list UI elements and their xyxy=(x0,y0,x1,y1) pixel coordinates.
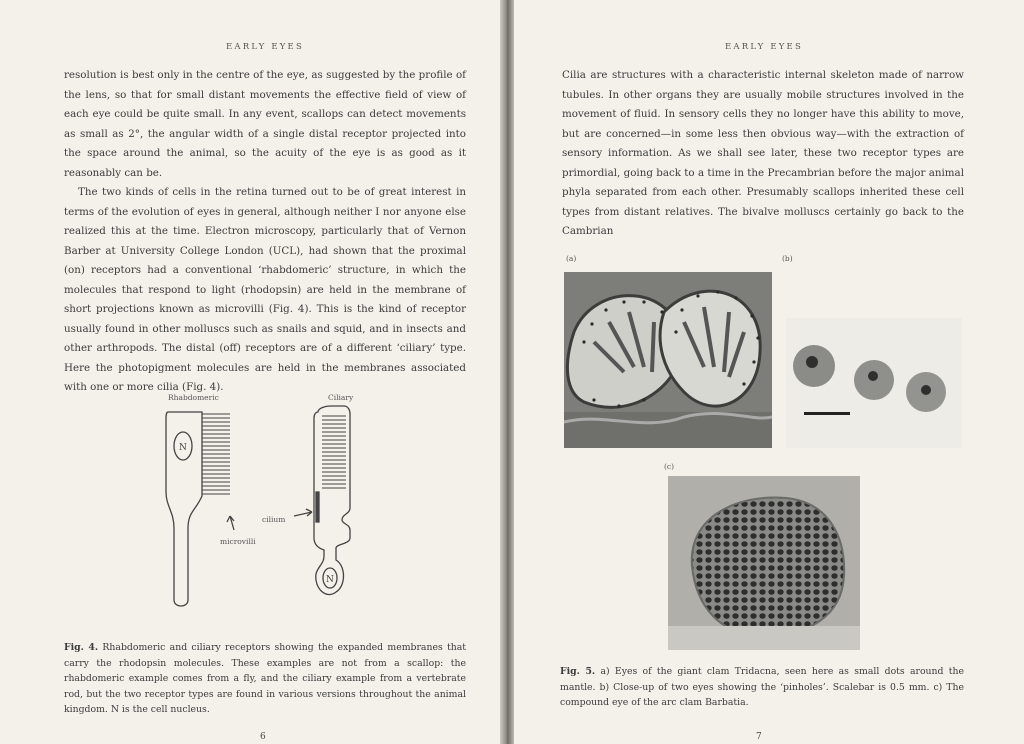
cilium-arrow xyxy=(294,509,312,516)
microvilli-arrow xyxy=(227,516,234,530)
book-gutter xyxy=(500,0,514,744)
fig4-caption-label: Fig. 4. xyxy=(64,642,99,653)
right-paragraph: Cilia are structures with a characteristic internal skeleton made of narrow tubules. In other organs they are usually mobile structures involved in the movement of fluid. In sensory cells they no longer have this ability to move, but are concerned—in some less then obvious way—with the extraction of sensory information. As we shall see later, these two receptor types are primordial, going back to a time in the Precambrian before the major animal phyla separated from each other. Presumably scallops inherited these cell types from distant relatives. The bivalve molluscs certainly go back to the Cambrian xyxy=(562,69,964,237)
left-paragraph-1: resolution is best only in the centre of the eye, as suggested by the profile of the lens, so that for small distant movements the effective field of view of each eye could be quite small. In any event, scallops can detect movements as small as 2°, the angular width of a single distal receptor projected into the space around the animal, so the acuity of the eye is as good as it reasonably can be. xyxy=(64,69,466,179)
ciliary-disc-lines xyxy=(322,416,346,488)
label-cilium: cilium xyxy=(262,515,286,524)
left-page-number: 6 xyxy=(260,732,266,742)
label-rhabdomeric: Rhabdomeric xyxy=(168,393,219,402)
fig5-caption-label: Fig. 5. xyxy=(560,666,596,677)
panel-a-photo xyxy=(564,272,772,448)
nucleus-letter-ciliary: N xyxy=(326,575,334,585)
fig5-caption-text: a) Eyes of the giant clam Tridacna, seen here as small dots around the mantle. b) Close-up of two eyes showing the ‘pinholes’. Scalebar is 0.5 mm. c) The compound eye of the arc clam Barbatia. xyxy=(560,666,965,708)
fig5-caption xyxy=(560,664,964,711)
left-page xyxy=(0,0,500,744)
left-body-text xyxy=(64,66,466,398)
panel-b-photo xyxy=(786,318,962,448)
microvilli-lines xyxy=(202,414,230,494)
left-running-head: EARLY EYES xyxy=(225,42,304,52)
panel-c-label: (c) xyxy=(664,462,675,471)
cilium-stalk xyxy=(316,492,319,522)
rhabdomeric-cell-outline xyxy=(166,412,202,606)
panel-a-label: (a) xyxy=(566,254,577,263)
left-paragraph-2: The two kinds of cells in the retina turned out to be of great interest in terms of the evolution of eyes in general, although neither I nor anyone else realized this at the time. Electron microscopy, particularly that of Vernon Barber at University College London (UCL), had shown that the proximal (on) receptors had a conventional ‘rhabdomeric’ structure, in which the molecules that respond to light (rhodopsin) are held in the membrane of short projections known as microvilli (Fig. 4). This is the kind of receptor usually found in other molluscs such as snails and squid, and in insects and other arthropods. The distal (off) receptors are of a different ‘ciliary’ type. Here the photopigment molecules are held in the membranes associated with one or more cilia (Fig. 4). xyxy=(64,186,466,393)
panel-b-label: (b) xyxy=(782,254,793,263)
fig4-caption-text: Rhabdomeric and ciliary receptors showing the expanded membranes that carry the rhodopsin molecules. These examples are not from a scallop: the rhabdomeric example comes from a fly, and the ciliary example from a vertebrate rod, but the two receptor types are found in various versions throughout the animal kingdom. N is the cell nucleus. xyxy=(64,642,466,715)
right-body-text xyxy=(562,66,964,242)
right-page-number: 7 xyxy=(756,732,762,742)
fig4-caption xyxy=(64,640,466,718)
label-microvilli: microvilli xyxy=(220,537,256,546)
panel-c-photo xyxy=(668,476,860,650)
right-running-head: EARLY EYES xyxy=(724,42,803,52)
scale-bar xyxy=(804,412,850,415)
right-page xyxy=(514,0,1024,744)
nucleus-letter-rhabdomeric: N xyxy=(179,443,187,453)
receptor-diagram xyxy=(150,388,400,628)
label-ciliary: Ciliary xyxy=(328,393,354,402)
